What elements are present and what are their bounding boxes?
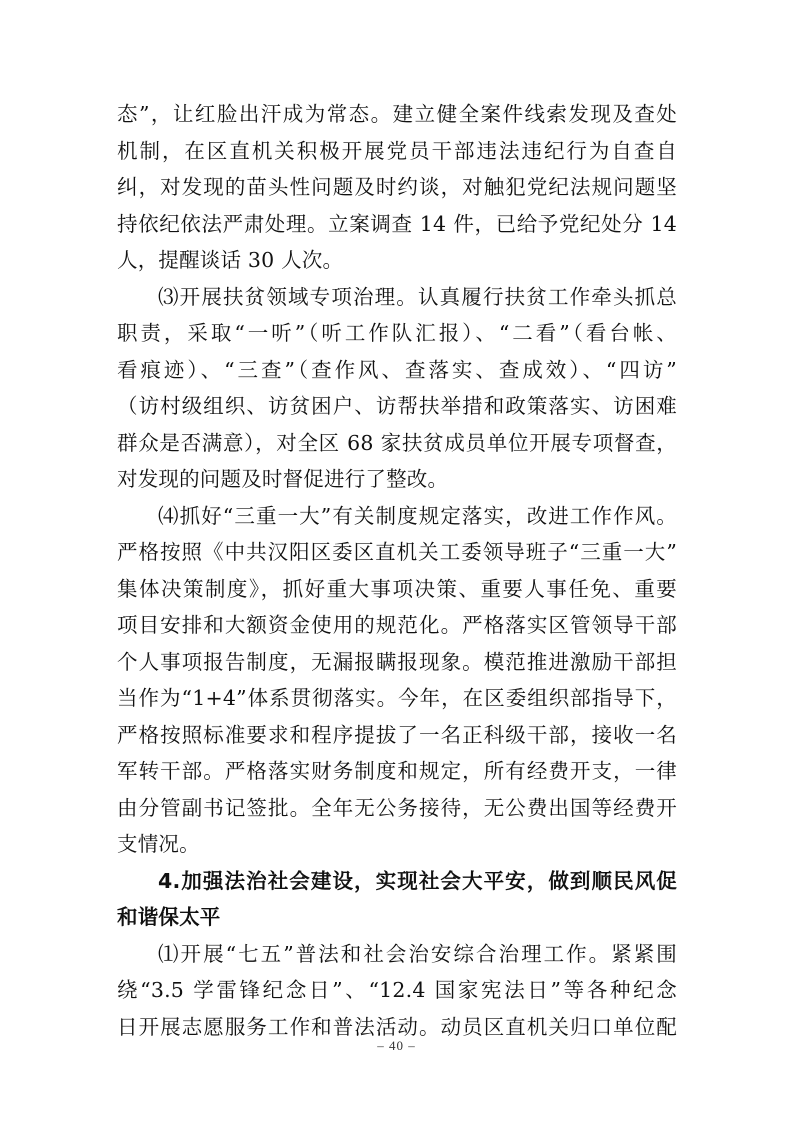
text-line: 当作为“1+4”体系贯彻落实。今年，在区委组织部指导下， [117,686,677,710]
text-line: 个人事项报告制度，无漏报瞒报现象。模范推进激励干部担 [117,649,677,674]
paragraph-start-line: ⑶开展扶贫领域专项治理。认真履行扶贫工作牵头抓总 [158,284,677,309]
text-line: 集体决策制度》，抓好重大事项决策、重要人事任免、重要 [117,576,677,601]
text-line: 人，提醒谈话 30 人次。 [117,248,344,272]
text-line: 军转干部。严格落实财务制度和规定，所有经费开支，一律 [117,759,677,783]
document-body [117,96,677,1045]
text-line: 机制，在区直机关积极开展党员干部违法违纪行为自查自 [117,138,677,163]
page-footer [0,1038,793,1054]
text-line: 支情况。 [117,832,200,856]
text-line: 严格按照标准要求和程序提拔了一名正科级干部，接收一名 [117,722,677,747]
text-line: 看痕迹）、“三查”（查作风、查落实、查成效）、“四访” [117,357,677,382]
text-line: 职责，采取“一听”（听工作队汇报）、“二看”（看台帐、 [117,321,677,345]
text-line: 态”，让红脸出汗成为常态。建立健全案件线索发现及查处 [117,102,677,126]
text-line: 群众是否满意），对全区 68 家扶贫成员单位开展专项督查， [117,430,677,455]
paragraph-start-line: ⑷抓好“三重一大”有关制度规定落实，改进工作作风。 [158,503,677,528]
text-line: 项目安排和大额资金使用的规范化。严格落实区管领导干部 [117,613,677,637]
text-line: 日开展志愿服务工作和普法活动。动员区直机关归口单位配 [117,1014,677,1039]
text-line: 严格按照《中共汉阳区委区直机关工委领导班子“三重一大” [117,540,677,564]
paragraph-start-line: ⑴开展“七五”普法和社会治安综合治理工作。紧紧围 [158,941,677,966]
section-heading: 4.加强法治社会建设，实现社会大平安，做到顺民风促 [158,868,677,893]
section-heading-continued: 和谐保太平 [117,905,221,929]
text-line: 绕“3.5 学雷锋纪念日”、“12.4 国家宪法日”等各种纪念 [117,978,677,1002]
page-number: – 40 – [377,1038,416,1053]
text-line: 纠，对发现的苗头性问题及时约谈，对触犯党纪法规问题坚 [117,175,677,199]
text-line: （访村级组织、访贫困户、访帮扶举措和政策落实、访困难 [117,394,677,418]
text-line: 对发现的问题及时督促进行了整改。 [117,467,449,491]
text-line: 由分管副书记签批。全年无公务接待，无公费出国等经费开 [117,795,677,820]
text-line: 持依纪依法严肃处理。立案调查 14 件，已给予党纪处分 14 [117,211,677,236]
